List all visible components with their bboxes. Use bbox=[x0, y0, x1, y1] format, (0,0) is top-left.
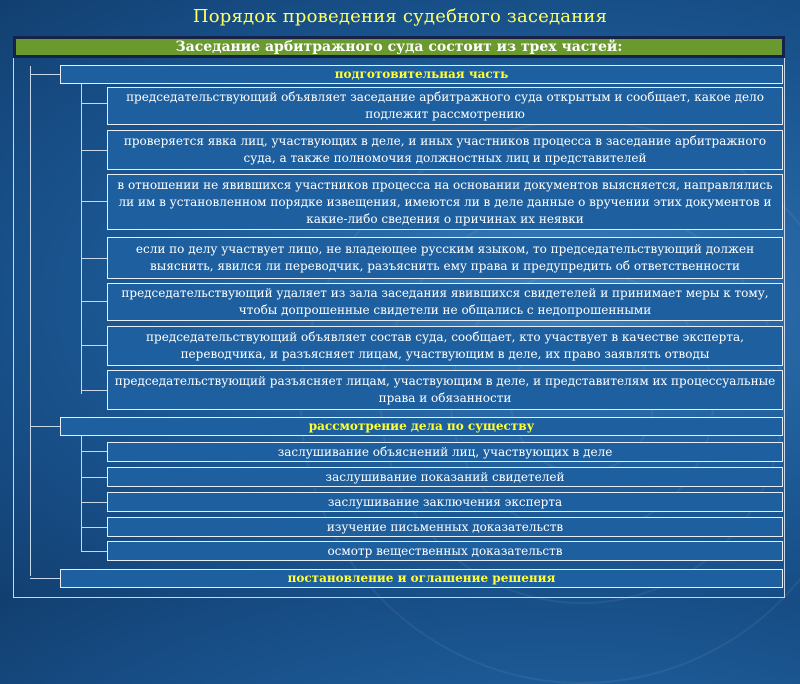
prep-item: проверяется явка лиц, участвующих в деле, и иных участников процесса в заседание арбитражного суда, а также полномочия должностных лиц и представителей bbox=[107, 130, 783, 170]
main-connector bbox=[30, 66, 31, 576]
merits-connector bbox=[81, 436, 82, 552]
connector bbox=[81, 527, 107, 528]
connector bbox=[81, 551, 107, 552]
prep-item: в отношении не явившихся участников процесса на основании документов выясняется, направлялись ли им в установленном порядке извещения, имеются ли в деле данные о вручении этих документов и какие-либо сведения о причинах их неявки bbox=[107, 174, 783, 230]
connector bbox=[81, 103, 107, 104]
merits-item: заслушивание объяснений лиц, участвующих в деле bbox=[107, 442, 783, 462]
section-merits: рассмотрение дела по существу bbox=[60, 417, 783, 436]
prep-item: председательствующий удаляет из зала заседания явившихся свидетелей и принимает меры к тому, чтобы допрошенные свидетели не общались с недопрошенными bbox=[107, 283, 783, 321]
connector bbox=[81, 502, 107, 503]
prep-connector bbox=[81, 84, 82, 394]
connector bbox=[81, 390, 107, 391]
connector bbox=[81, 345, 107, 346]
prep-item: председательствующий объявляет состав суда, сообщает, кто участвует в качестве эксперта, переводчика, и разъясняет лицам, участвующим в деле, их право заявлять отводы bbox=[107, 326, 783, 366]
section-decision: постановление и оглашение решения bbox=[60, 569, 783, 588]
connector bbox=[81, 301, 107, 302]
merits-item: осмотр вещественных доказательств bbox=[107, 541, 783, 561]
connector bbox=[81, 201, 107, 202]
connector bbox=[81, 258, 107, 259]
prep-item: председательствующий разъясняет лицам, участвующим в деле, и представителям их процессуальные права и обязанности bbox=[107, 370, 783, 410]
merits-item: изучение письменных доказательств bbox=[107, 517, 783, 537]
connector bbox=[30, 578, 60, 579]
section-preparatory: подготовительная часть bbox=[60, 65, 783, 84]
merits-item: заслушивание заключения эксперта bbox=[107, 492, 783, 512]
connector bbox=[81, 150, 107, 151]
prep-item: если по делу участвует лицо, не владеющее русским языком, то председательствующий должен выяснить, явился ли переводчик, разъяснить ему права и предупредить об ответственности bbox=[107, 237, 783, 279]
connector bbox=[81, 451, 107, 452]
connector bbox=[30, 74, 60, 75]
merits-item: заслушивание показаний свидетелей bbox=[107, 467, 783, 487]
connector bbox=[30, 426, 60, 427]
header-bar bbox=[13, 36, 785, 58]
prep-item: председательствующий объявляет заседание арбитражного суда открытым и сообщает, какое дело подлежит рассмотрению bbox=[107, 87, 783, 125]
header-label: Заседание арбитражного суда состоит из трех частей: bbox=[175, 39, 623, 55]
connector bbox=[81, 477, 107, 478]
page-title: Порядок проведения судебного заседания bbox=[192, 6, 608, 27]
